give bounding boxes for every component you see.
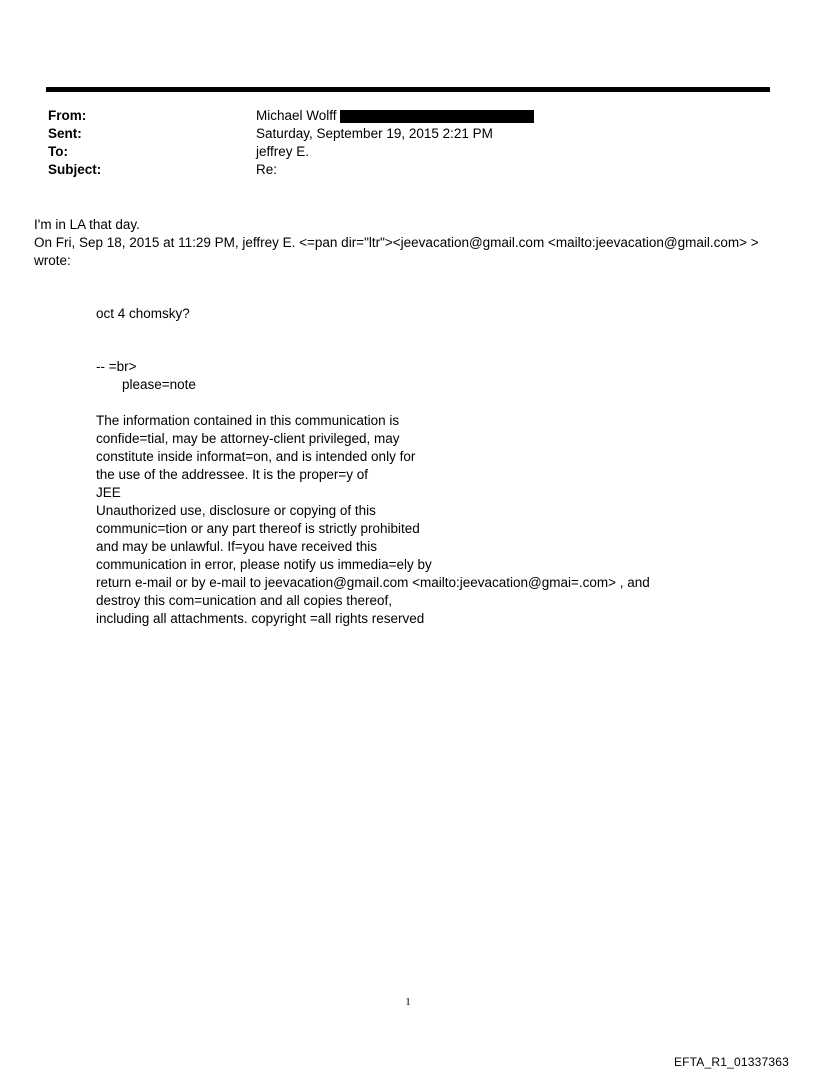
header-rule [46, 87, 770, 92]
disclaimer-line: constitute inside informat=on, and is intended only for [96, 449, 416, 464]
quote-intro: On Fri, Sep 18, 2015 at 11:29 PM, jeffrey E. <=pan dir="ltr"><jeevacation@gmail.com <mailto:jeevacation@gmail.com> > [34, 235, 759, 250]
signature-line-1: -- =br> [96, 359, 137, 374]
reply-text: I'm in LA that day. [34, 217, 140, 232]
disclaimer-line: and may be unlawful. If=you have received this [96, 539, 378, 554]
disclaimer-line: Unauthorized use, disclosure or copying of this [96, 503, 376, 518]
quote-intro-wrote: wrote: [34, 253, 71, 268]
disclaimer-line: communication in error, please notify us immedia=ely by [96, 557, 432, 572]
sent-label: Sent: [48, 126, 82, 141]
reply-body [34, 216, 759, 270]
disclaimer-line: communic=tion or any part thereof is strictly prohibited [96, 521, 420, 536]
page-number: 1 [405, 996, 411, 1008]
disclaimer-line: confide=tial, may be attorney-client privileged, may [96, 431, 400, 446]
from-name: Michael Wolff [256, 108, 337, 123]
from-label: From: [48, 108, 87, 123]
disclaimer-line: the use of the addressee. It is the proper=y of [96, 467, 369, 482]
disclaimer-line: JEE [96, 485, 121, 500]
disclaimer-line: The information contained in this communication is [96, 413, 400, 428]
from-value [256, 107, 534, 125]
disclaimer [96, 412, 650, 628]
document-id: EFTA_R1_01337363 [673, 1055, 789, 1069]
to-value: jeffrey E. [256, 144, 310, 159]
quoted-message [96, 305, 650, 628]
email-header [48, 107, 534, 179]
disclaimer-line: destroy this com=unication and all copies thereof, [96, 593, 393, 608]
disclaimer-line: return e-mail or by e-mail to jeevacation@gmail.com <mailto:jeevacation@gmai=.com> , and [96, 575, 650, 590]
quoted-text: oct 4 chomsky? [96, 306, 190, 321]
sent-value: Saturday, September 19, 2015 2:21 PM [256, 126, 493, 141]
redaction-bar [340, 110, 534, 123]
to-row [48, 143, 534, 161]
subject-row [48, 161, 534, 179]
sent-row [48, 125, 534, 143]
signature-line-2: please=note [122, 377, 196, 392]
subject-label: Subject: [48, 162, 102, 177]
subject-value: Re: [256, 162, 278, 177]
to-label: To: [48, 144, 68, 159]
disclaimer-line: including all attachments. copyright =all rights reserved [96, 611, 425, 626]
from-row [48, 107, 534, 125]
